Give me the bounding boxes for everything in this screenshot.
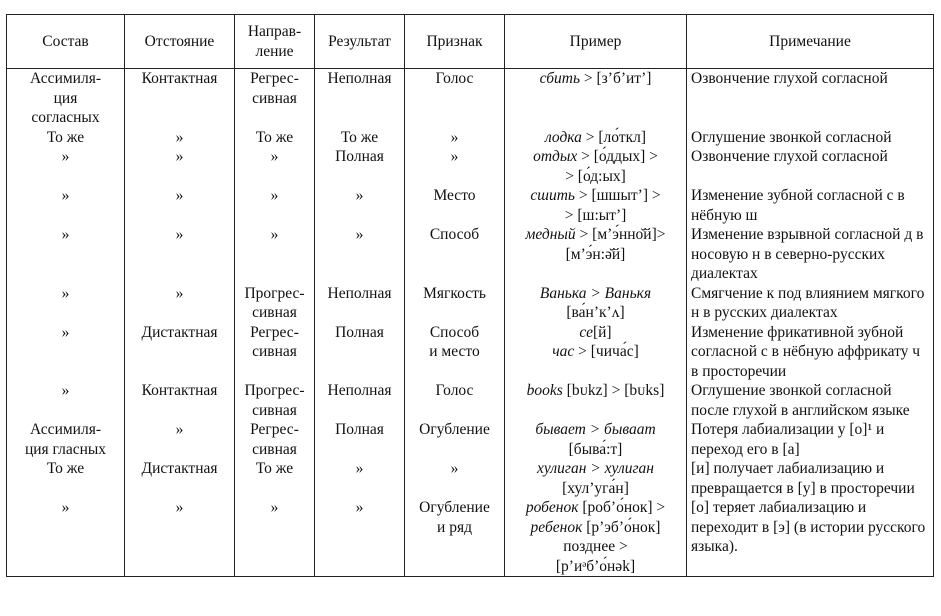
cell-priznak-text: Голос — [435, 70, 474, 87]
cell-otstoyanie — [125, 459, 235, 498]
cell-primechanie-text: Изменение зубной согласной с в нёбную ш — [691, 187, 905, 224]
example-line — [509, 147, 682, 167]
table-body — [7, 69, 934, 577]
cell-priznak — [405, 420, 505, 459]
cell-sostav-text: » — [61, 499, 70, 516]
cell-napravlenie-text: То же — [255, 460, 294, 477]
example-line — [509, 342, 682, 362]
table-row — [7, 69, 934, 128]
table-row — [7, 381, 934, 420]
cell-sostav — [7, 284, 125, 323]
cell-sostav — [7, 186, 125, 225]
cell-primechanie-text: Озвончение глухой согласной — [691, 148, 888, 165]
table-row — [7, 498, 934, 577]
cell-napravlenie-text: Регрес- сивная — [250, 421, 299, 458]
cell-priznak-text: Способ — [429, 226, 480, 243]
example-line — [509, 284, 682, 304]
cell-primechanie — [687, 420, 934, 459]
cell-primechanie — [687, 323, 934, 382]
cell-sostav-text: » — [61, 284, 70, 302]
cell-rezultat-text: Полная — [335, 323, 384, 341]
cell-priznak — [405, 128, 505, 148]
cell-napravlenie-text: » — [270, 148, 279, 165]
cell-primechanie — [687, 147, 934, 186]
cell-napravlenie — [235, 69, 315, 128]
cell-otstoyanie — [125, 147, 235, 186]
example-transcription: [bᴜkz] > [bᴜks] — [562, 382, 665, 399]
example-line — [509, 186, 682, 206]
cell-otstoyanie — [125, 128, 235, 148]
cell-primer — [505, 69, 687, 128]
cell-rezultat — [315, 323, 405, 382]
example-line — [509, 381, 682, 401]
cell-rezultat-text: Неполная — [327, 284, 392, 302]
cell-primechanie — [687, 284, 934, 323]
example-transcription: > [ш:ыт’] — [564, 206, 627, 224]
cell-napravlenie-text: То же — [255, 128, 294, 146]
cell-napravlenie-text: » — [270, 226, 279, 243]
cell-sostav-text: То же — [46, 460, 85, 477]
example-transcription: позднее > — [563, 538, 628, 555]
header-cell-sostav: Состав — [7, 15, 125, 69]
cell-rezultat — [315, 147, 405, 186]
example-line — [509, 128, 682, 148]
table-row — [7, 225, 934, 284]
example-word: отдых — [533, 148, 578, 165]
example-word: робенок — [525, 499, 579, 516]
cell-sostav — [7, 420, 125, 459]
header-row — [7, 15, 934, 69]
cell-primer — [505, 147, 687, 186]
example-line — [509, 225, 682, 245]
cell-otstoyanie-text: Контактная — [141, 70, 218, 87]
cell-primechanie — [687, 498, 934, 577]
cell-rezultat-text: Полная — [335, 421, 384, 438]
cell-rezultat — [315, 381, 405, 420]
cell-napravlenie-text: Регрес- сивная — [250, 70, 299, 107]
cell-sostav-text: Ассимиля- ция согласных — [30, 70, 101, 126]
cell-otstoyanie-text: » — [175, 187, 184, 204]
cell-otstoyanie-text: Дистактная — [141, 323, 218, 341]
cell-napravlenie-text: » — [270, 499, 279, 516]
cell-sostav — [7, 147, 125, 186]
cell-napravlenie — [235, 323, 315, 382]
cell-otstoyanie — [125, 420, 235, 459]
example-transcription: [р’эб’о́нок] — [582, 518, 661, 536]
cell-napravlenie-text: Регрес- сивная — [250, 323, 299, 360]
example-word: час — [552, 343, 575, 360]
cell-sostav — [7, 498, 125, 577]
cell-primer — [505, 323, 687, 382]
example-transcription: [й] — [592, 323, 612, 341]
example-transcription: > [о́ддых] > — [577, 148, 658, 165]
example-line — [509, 440, 682, 460]
cell-otstoyanie-text: Контактная — [141, 382, 218, 399]
cell-otstoyanie-text: » — [175, 148, 184, 165]
table-row — [7, 147, 934, 186]
cell-rezultat-text: То же — [340, 128, 379, 146]
cell-primechanie-text: Потеря лабиализации у [о]¹ и переход его в [а] — [691, 421, 885, 458]
cell-primer — [505, 459, 687, 498]
cell-napravlenie — [235, 381, 315, 420]
example-line — [509, 498, 682, 518]
cell-primechanie-text: Оглушение звонкой согласной после глухой в английском языке — [691, 382, 910, 419]
cell-napravlenie — [235, 225, 315, 284]
cell-priznak — [405, 186, 505, 225]
cell-otstoyanie — [125, 225, 235, 284]
cell-priznak — [405, 323, 505, 382]
cell-napravlenie-text: » — [270, 187, 279, 204]
example-word: бывает > бываат — [535, 421, 656, 438]
example-line — [509, 537, 682, 557]
cell-primechanie-text: Оглушение звонкой согласной — [691, 128, 892, 146]
cell-primer — [505, 498, 687, 577]
example-transcription: > [шшыт’] > — [574, 187, 661, 204]
cell-rezultat — [315, 284, 405, 323]
cell-primechanie — [687, 459, 934, 498]
cell-sostav — [7, 381, 125, 420]
example-line — [509, 206, 682, 226]
cell-sostav — [7, 225, 125, 284]
table-row — [7, 284, 934, 323]
cell-otstoyanie-text: » — [175, 128, 184, 146]
cell-sostav-text: » — [61, 323, 70, 341]
cell-napravlenie — [235, 147, 315, 186]
cell-napravlenie — [235, 498, 315, 577]
example-word: медный — [525, 226, 576, 243]
example-word: books — [526, 382, 563, 399]
cell-primechanie-text: [о] теряет лабиализацию и переходит в [э] (в истории русского языка). — [691, 499, 926, 555]
cell-primer — [505, 284, 687, 323]
example-word: лодка — [544, 128, 582, 146]
example-line — [509, 518, 682, 538]
cell-primechanie-text: Смягчение к под влиянием мягкого н в русских диалектах — [691, 284, 925, 321]
example-word: сбить — [539, 70, 581, 87]
cell-otstoyanie-text: Дистактная — [141, 460, 218, 477]
cell-napravlenie-text: Прогрес- сивная — [244, 382, 305, 419]
cell-rezultat — [315, 69, 405, 128]
example-line — [509, 557, 682, 577]
cell-napravlenie — [235, 284, 315, 323]
cell-primechanie-text: [и] получает лабиализацию и превращается в [у] в просторечии — [691, 460, 915, 497]
example-word: ребенок — [530, 518, 583, 536]
cell-sostav — [7, 128, 125, 148]
cell-otstoyanie — [125, 381, 235, 420]
cell-otstoyanie — [125, 284, 235, 323]
cell-rezultat — [315, 128, 405, 148]
example-line — [509, 479, 682, 499]
cell-otstoyanie-text: » — [175, 284, 184, 302]
example-transcription: [хул’уга́н] — [562, 479, 629, 497]
cell-primechanie-text: Озвончение глухой согласной — [691, 70, 888, 87]
example-transcription: > [з’б’ит’] — [580, 70, 652, 87]
cell-primechanie — [687, 128, 934, 148]
header-cell-rezultat: Результат — [315, 15, 405, 69]
cell-priznak-text: Способ и место — [429, 323, 480, 360]
cell-primechanie — [687, 186, 934, 225]
cell-rezultat-text: » — [355, 460, 364, 477]
cell-priznak — [405, 225, 505, 284]
cell-otstoyanie-text: » — [175, 421, 184, 438]
cell-rezultat — [315, 420, 405, 459]
header-cell-priznak: Признак — [405, 15, 505, 69]
example-line — [509, 459, 682, 479]
header-cell-otstoyanie: Отстояние — [125, 15, 235, 69]
cell-priznak — [405, 381, 505, 420]
cell-priznak-text: Огубление — [419, 421, 490, 438]
cell-rezultat-text: » — [355, 499, 364, 516]
cell-otstoyanie — [125, 323, 235, 382]
cell-sostav-text: Ассимиля- ция гласных — [24, 421, 107, 458]
cell-priznak-text: Место — [433, 187, 476, 204]
cell-sostav-text: » — [61, 382, 70, 399]
cell-priznak-text: » — [450, 460, 459, 477]
example-transcription: [быва́:т] — [568, 440, 623, 458]
cell-primechanie — [687, 69, 934, 128]
cell-rezultat — [315, 498, 405, 577]
cell-sostav-text: » — [61, 226, 70, 243]
example-transcription: > [м’э́нно̆й]> — [575, 226, 666, 243]
cell-primer — [505, 128, 687, 148]
cell-priznak — [405, 498, 505, 577]
example-line — [509, 167, 682, 187]
example-transcription: > [чича́с] — [574, 343, 639, 360]
example-line — [509, 303, 682, 323]
example-transcription: [м’э́н:ə̆й] — [565, 245, 626, 263]
cell-priznak — [405, 147, 505, 186]
assimilation-table — [6, 14, 934, 577]
cell-priznak-text: Мягкость — [423, 284, 486, 302]
example-line — [509, 420, 682, 440]
cell-sostav-text: То же — [46, 128, 85, 146]
example-word: хулиган > хулиган — [537, 460, 654, 477]
header-cell-primechanie: Примечание — [687, 15, 934, 69]
cell-primer — [505, 420, 687, 459]
cell-primechanie — [687, 381, 934, 420]
cell-primechanie — [687, 225, 934, 284]
header-cell-primer: Пример — [505, 15, 687, 69]
cell-rezultat-text: Неполная — [327, 382, 392, 399]
cell-priznak-text: Голос — [435, 382, 474, 399]
table-header — [7, 15, 934, 69]
cell-otstoyanie-text: » — [175, 499, 184, 516]
example-transcription: [ва́н’к’ʌ] — [566, 304, 625, 321]
example-line — [509, 323, 682, 343]
cell-rezultat-text: Неполная — [327, 70, 392, 87]
cell-primer — [505, 225, 687, 284]
cell-rezultat-text: Полная — [335, 148, 384, 165]
example-transcription: > [о́д:ых] — [565, 167, 626, 185]
cell-priznak — [405, 459, 505, 498]
example-word: се — [579, 323, 593, 341]
example-line — [509, 69, 682, 89]
cell-priznak-text: Огубление и ряд — [419, 499, 490, 536]
cell-rezultat-text: » — [355, 226, 364, 243]
example-transcription: [р’иᵊб’о́нək] — [555, 557, 636, 575]
cell-rezultat-text: » — [355, 187, 364, 204]
cell-napravlenie — [235, 186, 315, 225]
table-row — [7, 420, 934, 459]
cell-rezultat — [315, 459, 405, 498]
cell-otstoyanie — [125, 186, 235, 225]
cell-priznak-text: » — [450, 148, 459, 165]
table-row — [7, 323, 934, 382]
cell-priznak — [405, 284, 505, 323]
example-transcription: [роб’о́нок] > — [578, 499, 666, 516]
example-word: сшить — [530, 187, 575, 204]
cell-napravlenie — [235, 128, 315, 148]
cell-sostav — [7, 459, 125, 498]
cell-rezultat — [315, 225, 405, 284]
cell-otstoyanie-text: » — [175, 226, 184, 243]
cell-priznak-text: » — [450, 128, 459, 146]
cell-sostav-text: » — [61, 148, 70, 165]
table-row — [7, 186, 934, 225]
cell-primer — [505, 381, 687, 420]
cell-rezultat — [315, 186, 405, 225]
example-word: Ванька > Ванькя — [539, 284, 652, 302]
header-cell-napravlenie: Направ- ление — [235, 15, 315, 69]
table-row — [7, 459, 934, 498]
cell-sostav-text: » — [61, 187, 70, 204]
cell-primechanie-text: Изменение фрикативной зубной согласной с в нёбную аффрикату ч в просторечии — [691, 323, 921, 380]
cell-napravlenie-text: Прогрес- сивная — [244, 284, 305, 321]
cell-napravlenie — [235, 420, 315, 459]
cell-primechanie-text: Изменение взрывной согласной д в носовую н в северно-русских диалектах — [691, 226, 924, 282]
example-line — [509, 245, 682, 265]
cell-primer — [505, 186, 687, 225]
cell-napravlenie — [235, 459, 315, 498]
example-transcription: > [ло́ткл] — [581, 128, 647, 146]
cell-otstoyanie — [125, 69, 235, 128]
cell-priznak — [405, 69, 505, 128]
table-row — [7, 128, 934, 148]
cell-sostav — [7, 69, 125, 128]
cell-sostav — [7, 323, 125, 382]
cell-otstoyanie — [125, 498, 235, 577]
